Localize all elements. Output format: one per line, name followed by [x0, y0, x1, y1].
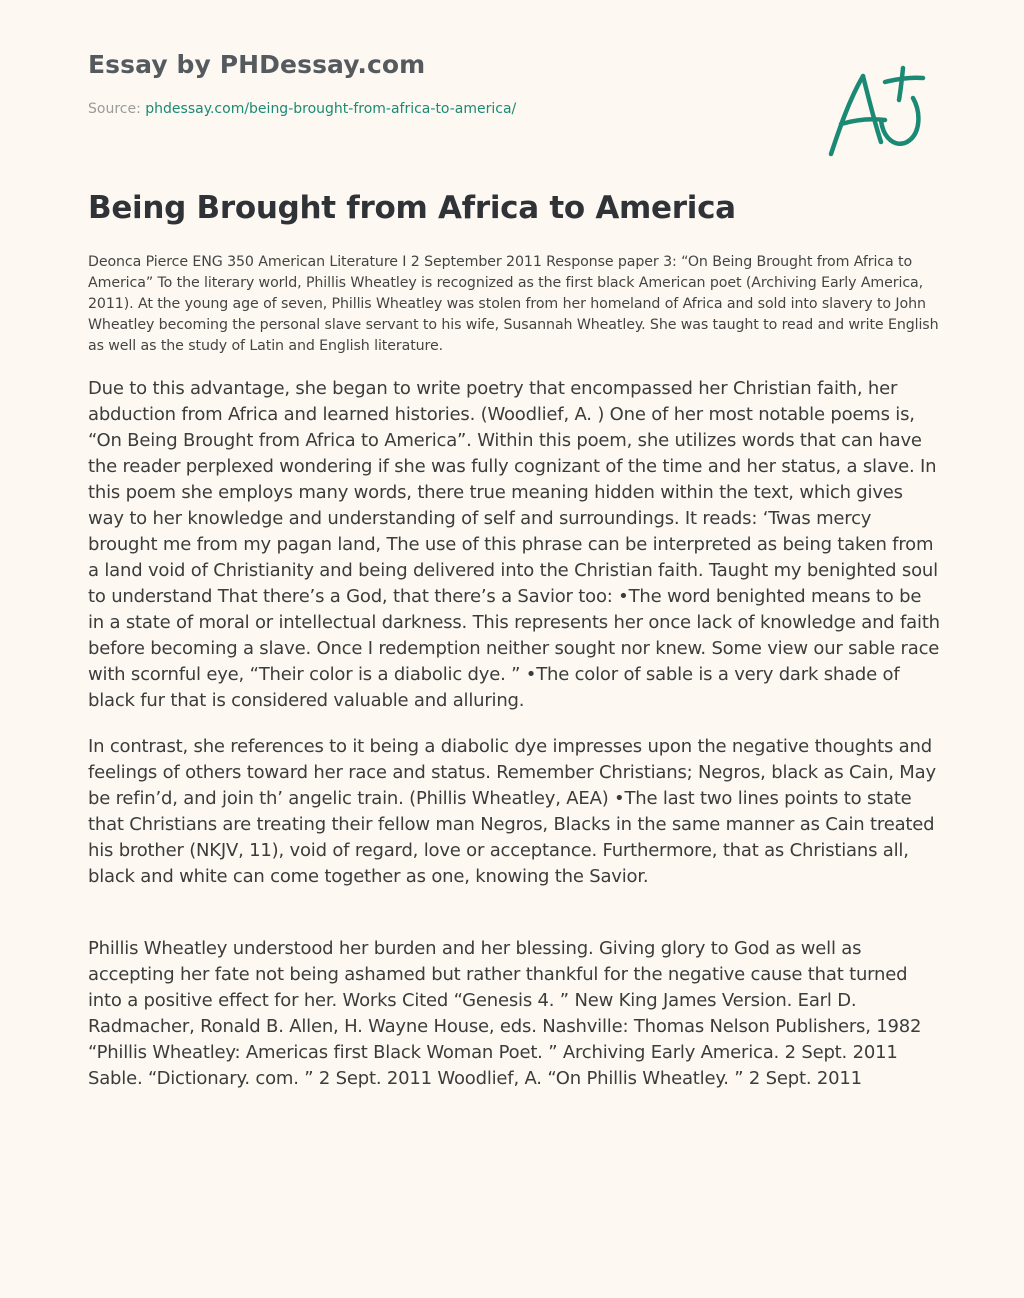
- body-paragraph: In contrast, she references to it being a diabolic dye impresses upon the negative thoughts and feelings of others toward her race and status. Remember Christians; Negros, black as Cain, May be refin’d, and join th’ angelic train. (Phillis Wheatley, AEA) •The last two lines points to state that Christians are treating their fellow man Negros, Blacks in the same manner as Cain treated his brother (NKJV, 11), void of regard, love or acceptance. Furthermore, that as Christians all, black and white can come together as one, knowing the Savior.: [88, 736, 936, 887]
- body-paragraph: Phillis Wheatley understood her burden and her blessing. Giving glory to God as well as accepting her fate not being ashamed but rather thankful for the negative cause that turned into a positive effect for her. Works Cited “Genesis 4. ” New King James Version. Earl D. Radmacher, Ronald B. Allen, H. Wayne House, eds. Nashville: Thomas Nelson Publishers, 1982 “Phillis Wheatley: Americas first Black Woman Poet. ” Archiving Early America. 2 Sept. 2011 Sable. “Dictionary. com. ” 2 Sept. 2011 Woodlief, A. “On Phillis Wheatley. ” 2 Sept. 2011: [88, 938, 922, 1089]
- logo-plus-horizontal: [885, 78, 923, 82]
- intro-paragraph: Deonca Pierce ENG 350 American Literature I 2 September 2011 Response paper 3: “On Being Brought from Africa to America” To the literary world, Phillis Wheatley is recognized as the first black American poet (Archiving Early America, 2011). At the young age of seven, Phillis Wheatley was stolen from her homeland of Africa and sold into slavery to John Wheatley becoming the personal slave servant to his wife, Susannah Wheatley. She was taught to read and write English as well as the study of Latin and English literature.: [88, 254, 939, 354]
- logo-a-crossbar: [841, 119, 885, 124]
- source-line: [88, 101, 516, 117]
- document-title: Being Brought from Africa to America: [88, 190, 736, 226]
- source-label: Source:: [88, 101, 146, 117]
- logo-a-left-stroke: [831, 76, 863, 154]
- logo-a-right-stroke: [863, 76, 881, 142]
- a-plus-logo: [823, 62, 933, 162]
- source-link[interactable]: phdessay.com/being-brought-from-africa-to-america/: [145, 101, 517, 117]
- body-paragraph: Due to this advantage, she began to write poetry that encompassed her Christian faith, her abduction from Africa and learned histories. (Woodlief, A. ) One of her most notable poems is, “On Being Brought from Africa to America”. Within this poem, she utilizes words that can have the reader perplexed wondering if she was fully cognizant of the time and her status, a slave. In this poem she employs many words, there true meaning hidden within the text, which gives way to her knowledge and understanding of self and surroundings. It reads: ‘Twas mercy brought me from my pagan land, The use of this phrase can be interpreted as being taken from a land void of Christianity and being delivered into the Christian faith. Taught my benighted soul to understand That there’s a God, that there’s a Savior too: •The word benighted means to be in a state of moral or intellectual darkness. This represents her once lack of knowledge and faith before becoming a slave. Once I redemption neither sought nor knew. Some view our sable race with scornful eye, “Their color is a diabolic dye. ” •The color of sable is a very dark shade of black fur that is considered valuable and alluring.: [88, 378, 940, 711]
- site-title: Essay by PHDessay.com: [88, 50, 426, 79]
- logo-plus-vertical: [899, 68, 903, 100]
